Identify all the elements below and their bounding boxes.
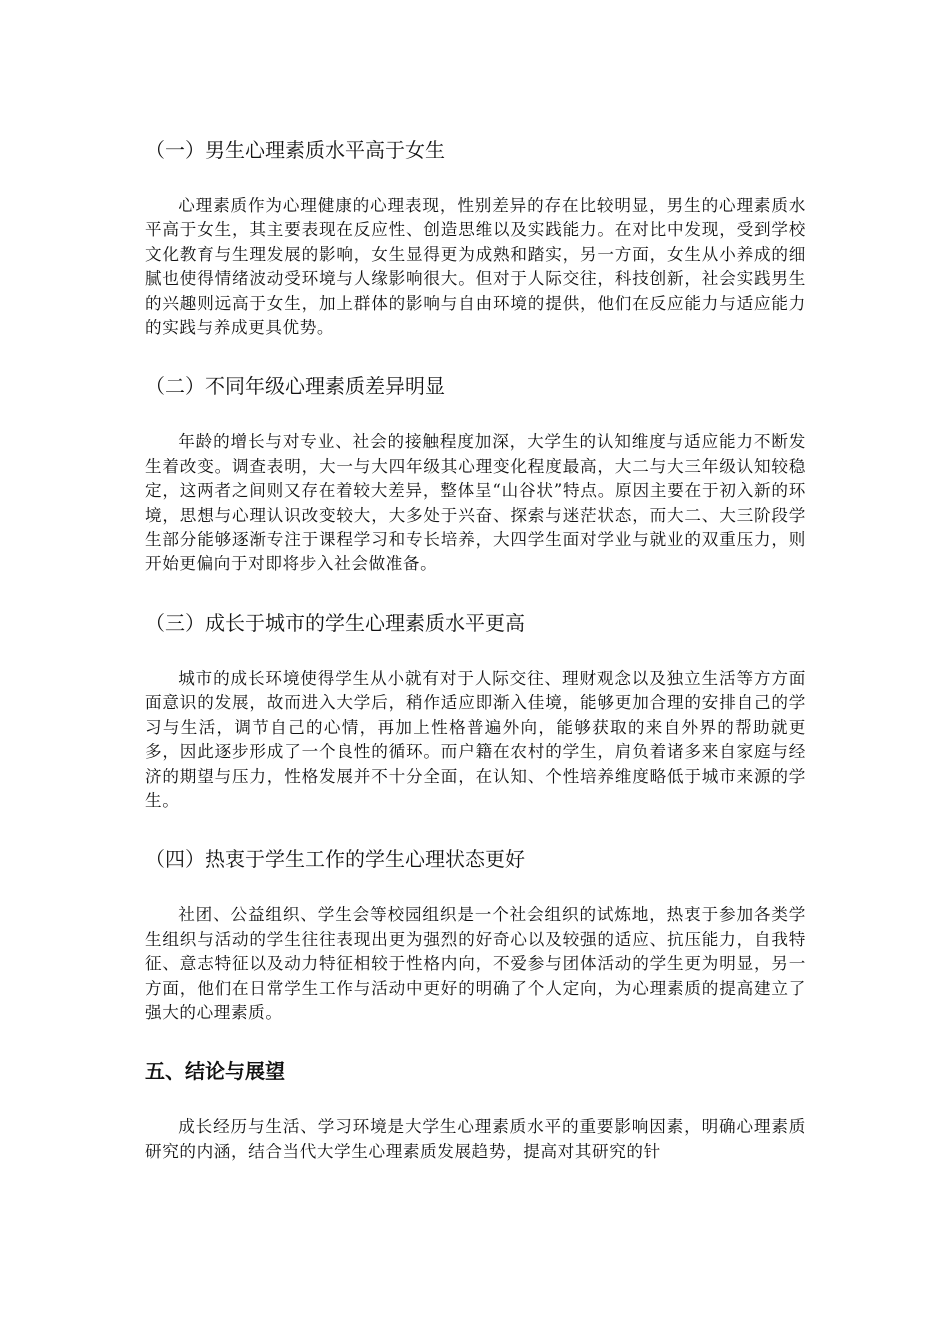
conclusion-heading: 五、结论与展望 (145, 1059, 285, 1084)
document-body (145, 132, 806, 1164)
section-paragraph-3: 城市的成长环境使得学生从小就有对于人际交往、理财观念以及独立生活等方方面面意识的发展，故而进入大学后，稍作适应即渐入佳境，能够更加合理的安排自己的学习与生活，调节自己的心情，再加上性格普遍外向，能够获取的来自外界的帮助就更多，因此逐步形成了一个良性的循环。而户籍在农村的学生，肩负着诸多来自家庭与经济的期望与压力，性格发展并不十分全面，在认知、个性培养维度略低于城市来源的学生。 (145, 668, 806, 810)
section-paragraph-4: 社团、公益组织、学生会等校园组织是一个社会组织的试炼地，热衷于参加各类学生组织与活动的学生往往表现出更为强烈的好奇心以及较强的适应、抗压能力，自我特征、意志特征以及动力特征相较于性格内向，不爱参与团体活动的学生更为明显，另一方面，他们在日常学生工作与活动中更好的明确了个人定向，为心理素质的提高建立了强大的心理素质。 (145, 905, 806, 1022)
section-paragraph-1: 心理素质作为心理健康的心理表现，性别差异的存在比较明显，男生的心理素质水平高于女生，其主要表现在反应性、创造思维以及实践能力。在对比中发现，受到学校文化教育与生理发展的影响，女生显得更为成熟和踏实，另一方面，女生从小养成的细腻也使得情绪波动受环境与人缘影响很大。但对于人际交往，科技创新，社会实践男生的兴趣则远高于女生，加上群体的影响与自由环境的提供，他们在反应能力与适应能力的实践与养成更具优势。 (145, 196, 806, 338)
conclusion-paragraph: 成长经历与生活、学习环境是大学生心理素质水平的重要影响因素，明确心理素质研究的内涵，结合当代大学生心理素质发展趋势，提高对其研究的针 (145, 1117, 806, 1161)
section-heading-4: （四）热衷于学生工作的学生心理状态更好 (145, 847, 525, 872)
section-paragraph-2: 年龄的增长与对专业、社会的接触程度加深，大学生的认知维度与适应能力不断发生着改变。调查表明，大一与大四年级其心理变化程度最高，大二与大三年级认知较稳定，这两者之间则又存在着较大差异，整体呈“山谷状”特点。原因主要在于初入新的环境，思想与心理认识改变较大，大多处于兴奋、探索与迷茫状态，而大二、大三阶段学生部分能够逐渐专注于课程学习和专长培养，大四学生面对学业与就业的双重压力，则开始更偏向于对即将步入社会做准备。 (145, 432, 806, 574)
section-heading-2: （二）不同年级心理素质差异明显 (145, 374, 445, 399)
section-heading-1: （一）男生心理素质水平高于女生 (145, 138, 445, 162)
section-heading-3: （三）成长于城市的学生心理素质水平更高 (145, 610, 525, 635)
